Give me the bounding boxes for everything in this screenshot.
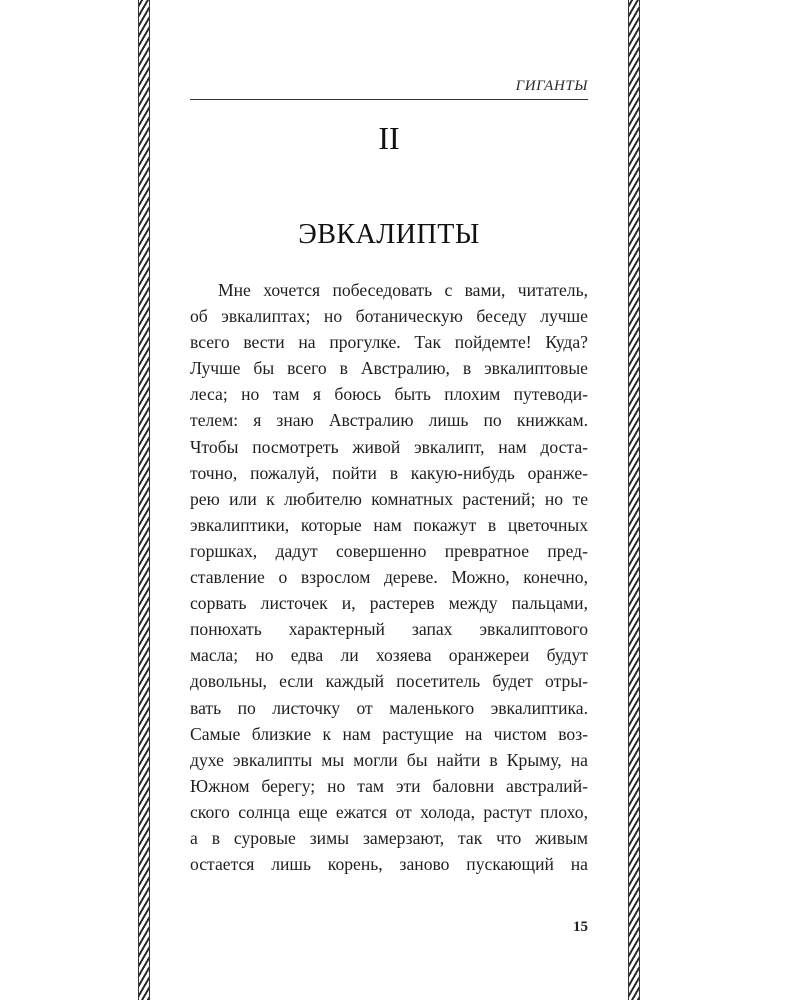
header-rule: [190, 99, 588, 100]
text-line: ставление о взрослом дереве. Можно, конечно,: [190, 567, 588, 588]
text-line: остается лишь корень, заново пускающий на: [190, 854, 588, 875]
text-line: духе эвкалипты мы могли бы найти в Крыму, на: [190, 749, 588, 770]
text-line: Мне хочется побеседовать с вами, читатель,: [218, 280, 588, 300]
text-line: всего вести на прогулке. Так пойдемте! Куда?: [190, 332, 588, 353]
book-page: [190, 0, 588, 1000]
text-line: сорвать листочек и, растерев между пальцами,: [190, 593, 588, 614]
text-line: Лучше бы всего в Австралию, в эвкалиптовые: [190, 358, 588, 379]
text-line: об эвкалиптах; но ботаническую беседу лучше: [190, 306, 588, 327]
chapter-number: II: [378, 120, 400, 156]
text-line: рею или к любителю комнатных растений; но те: [190, 488, 588, 509]
text-line: ского солнца еще ежатся от холода, растут плохо,: [190, 801, 588, 822]
chapter-title: ЭВКАЛИПТЫ: [298, 219, 480, 250]
page-number: 15: [573, 919, 588, 935]
text-line: леса; но там я боюсь быть плохим путеводи-: [190, 384, 588, 405]
text-line: эвкалиптики, которые нам покажут в цветочных: [190, 514, 588, 535]
text-line: масла; но едва ли хозяева оранжереи будут: [190, 645, 588, 666]
body-text: [190, 277, 588, 877]
running-head: ГИГАНТЫ: [515, 78, 588, 94]
text-line: Южном берегу; но там эти баловни австралий-: [190, 775, 588, 796]
text-line: горшках, дадут совершенно превратное пред-: [190, 540, 588, 561]
text-line: телем: я знаю Австралию лишь по книжкам.: [190, 410, 588, 431]
text-line: Чтобы посмотреть живой эвкалипт, нам доста-: [190, 436, 588, 457]
text-line: вать по листочку от маленького эвкалиптика.: [190, 697, 588, 718]
text-line: а в суровые зимы замерзают, так что живым: [190, 827, 588, 848]
right-decorative-border: [628, 0, 640, 1000]
left-decorative-border: [138, 0, 150, 1000]
text-line: Самые близкие к нам растущие на чистом воз-: [190, 723, 588, 744]
text-line: понюхать характерный запах эвкалиптового: [190, 619, 588, 640]
text-line: довольны, если каждый посетитель будет отры-: [190, 671, 588, 692]
text-line: точно, пожалуй, пойти в какую-нибудь оранже-: [190, 462, 588, 483]
